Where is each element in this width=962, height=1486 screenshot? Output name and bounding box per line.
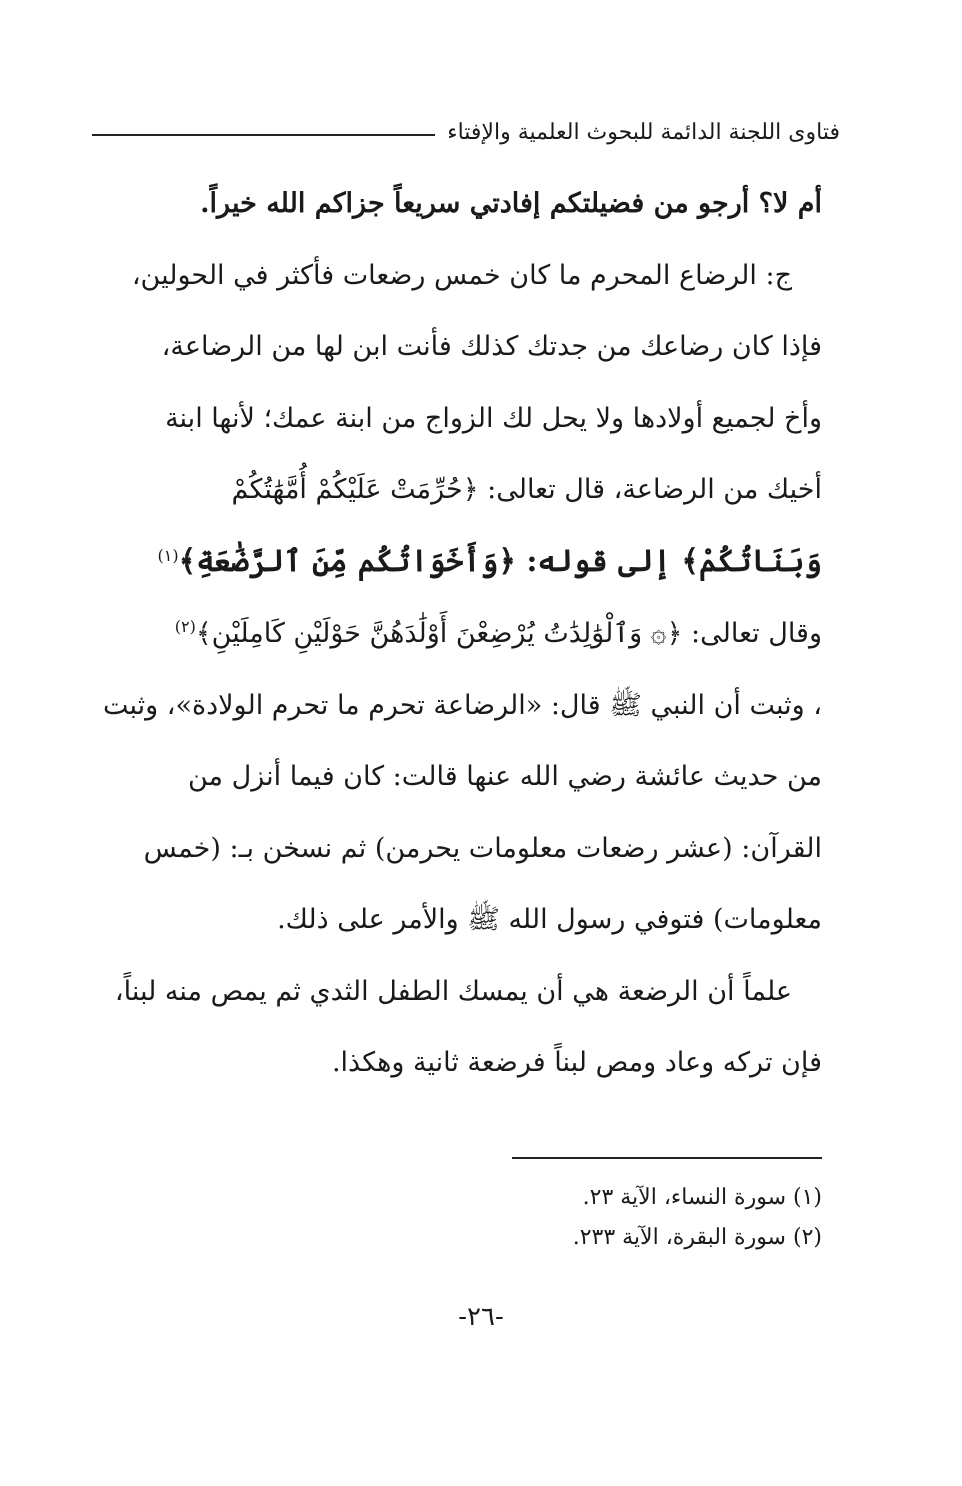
header-title: فتاوى اللجنة الدائمة للبحوث العلمية والإفتاء bbox=[447, 119, 840, 145]
header-rule bbox=[92, 134, 435, 136]
answer-line-3: وأخ لجميع أولادها ولا يحل لك الزواج من ابنة عمك؛ لأنها ابنة bbox=[165, 402, 822, 434]
footnote-ref-1[interactable]: (١) bbox=[157, 545, 179, 565]
answer-line-10: معلومات) فتوفي رسول الله ﷺ والأمر على ذلك. bbox=[277, 904, 822, 935]
quran-verse-line-4: أخيك من الرضاعة، قال تعالى: ﴿حُرِّمَتْ عَلَيْكُمْ أُمَّهَٰتُكُمْ bbox=[231, 474, 822, 505]
footnotes bbox=[573, 1178, 822, 1258]
answer-line-5 bbox=[100, 526, 822, 599]
footnote-1: (١) سورة النساء، الآية ٢٣. bbox=[582, 1185, 822, 1210]
footnote-rule bbox=[512, 1157, 822, 1159]
page-number: -٢٦- bbox=[458, 1302, 504, 1332]
answer-line-1: ج: الرضاع المحرم ما كان خمس رضعات فأكثر في الحولين، bbox=[131, 259, 792, 291]
answer-line-4 bbox=[100, 454, 822, 526]
body-text bbox=[100, 168, 822, 1099]
quran-verse-line-6: وقال تعالى: ﴿۞ وَٱلْوَٰلِدَٰتُ يُرْضِعْنَ أَوْلَٰدَهُنَّ حَوْلَيْنِ كَامِلَيْنِ﴾ bbox=[195, 618, 822, 649]
footnote-ref-2[interactable]: (٢) bbox=[174, 617, 196, 636]
footnote-2: (٢) سورة البقرة، الآية ٢٣٣. bbox=[572, 1225, 822, 1250]
answer-line-7: ، وثبت أن النبي ﷺ قال: «الرضاعة تحرم ما تحرم الولادة»، وثبت bbox=[102, 689, 822, 721]
answer-line-6 bbox=[100, 598, 822, 670]
answer-line-9: القرآن: (عشر رضعات معلومات يحرمن) ثم نسخن بـ: (خمس bbox=[143, 832, 822, 864]
paragraph2-line-1: علماً أن الرضعة هي أن يمسك الطفل الثدي ثم يمص منه لبناً، bbox=[114, 975, 792, 1007]
running-header bbox=[92, 112, 840, 152]
answer-line-8: من حديث عائشة رضي الله عنها قالت: كان فيما أنزل من bbox=[188, 761, 822, 792]
answer-line-2: فإذا كان رضاعك من جدتك كذلك فأنت ابن لها من الرضاعة، bbox=[161, 331, 822, 362]
question-end-line: أم لا؟ أرجو من فضيلتكم إفادتي سريعاً جزاكم الله خيراً. bbox=[200, 188, 822, 219]
quran-verse-line-5: وَبَنَاتُكُمْ﴾ إلى قوله: ﴿وَأَخَوَاتُكُم مِّنَ ٱلرَّضَٰعَةِ﴾ bbox=[178, 543, 822, 579]
paragraph2-line-2: فإن تركه وعاد ومص لبناً فرضعة ثانية وهكذا. bbox=[331, 1047, 822, 1078]
